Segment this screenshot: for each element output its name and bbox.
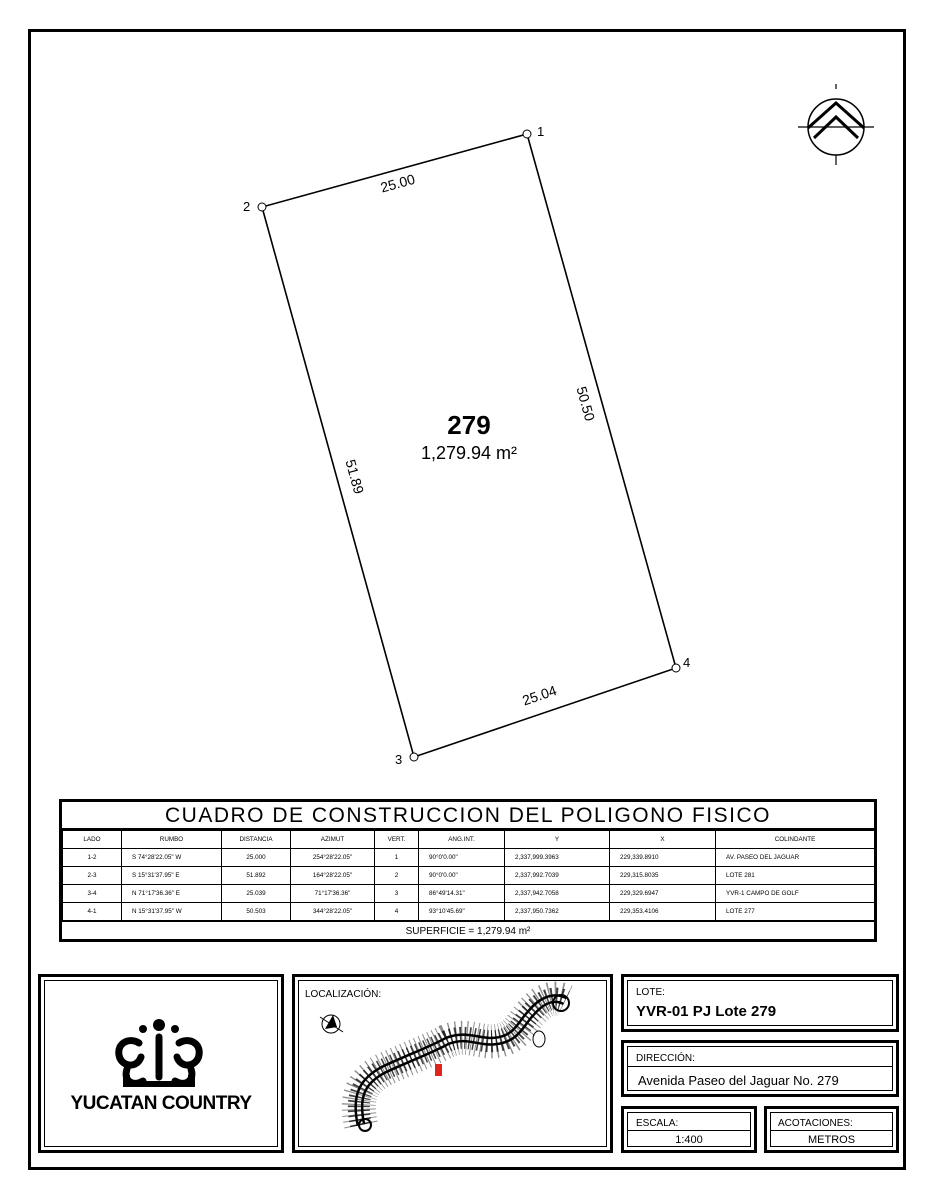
table-cell: 25.000 — [222, 849, 291, 867]
column-header: AZIMUT — [291, 831, 375, 849]
table-cell: 25.039 — [222, 885, 291, 903]
location-box — [292, 974, 613, 1153]
table-cell: 229,353.4106 — [610, 903, 716, 921]
table-cell: S 74°28'22.05" W — [122, 849, 222, 867]
table-cell: AV. PASEO DEL JAGUAR — [716, 849, 875, 867]
column-header: COLINDANTE — [716, 831, 875, 849]
location-label: LOCALIZACIÓN: — [305, 989, 382, 1000]
escala-label: ESCALA: — [636, 1118, 679, 1129]
acotaciones-box — [764, 1106, 899, 1153]
location-map — [295, 977, 610, 1150]
table-cell: 344°28'22.05" — [291, 903, 375, 921]
table-cell: 1 — [375, 849, 419, 867]
table-cell: 3-4 — [63, 885, 122, 903]
table-cell: 51.892 — [222, 867, 291, 885]
column-header: Y — [505, 831, 610, 849]
highlighted-lot-marker — [435, 1064, 442, 1076]
column-header: DISTANCIA — [222, 831, 291, 849]
table-cell: 2,337,942.7058 — [505, 885, 610, 903]
direccion-box — [621, 1040, 899, 1097]
escala-box — [621, 1106, 757, 1153]
table-row — [63, 903, 875, 921]
table-cell: 50.503 — [222, 903, 291, 921]
column-header: RUMBO — [122, 831, 222, 849]
table-row — [63, 885, 875, 903]
direccion-divider — [627, 1066, 893, 1067]
lote-value: YVR-01 PJ Lote 279 — [636, 1003, 777, 1020]
lote-box — [621, 974, 899, 1032]
table-cell: 1-2 — [63, 849, 122, 867]
side-3-4-length: 25.04 — [520, 682, 559, 709]
lote-label: LOTE: — [636, 987, 665, 998]
escala-value: 1:400 — [675, 1134, 703, 1146]
table-cell: N 71°17'36.36" E — [122, 885, 222, 903]
vertex-label-4: 4 — [683, 655, 691, 670]
table-cell: N 15°31'37.95" W — [122, 903, 222, 921]
vertex-label-2: 2 — [243, 199, 251, 214]
acotaciones-value: METROS — [807, 1134, 856, 1146]
table-cell: 86°49'14.31" — [419, 885, 505, 903]
table-cell: 4-1 — [63, 903, 122, 921]
side-4-1-length: 50.50 — [573, 384, 599, 423]
escala-divider — [627, 1130, 751, 1131]
construction-table-title: CUADRO DE CONSTRUCCION DEL POLIGONO FISICO — [62, 802, 874, 830]
table-cell: LOTE 281 — [716, 867, 875, 885]
direccion-value: Avenida Paseo del Jaguar No. 279 — [638, 1073, 839, 1088]
lot-area: 1,279.94 m² — [420, 443, 518, 463]
lot-number: 279 — [447, 410, 491, 440]
table-cell: 164°28'22.05" — [291, 867, 375, 885]
logo-box — [38, 974, 284, 1153]
north-arrow-icon — [798, 84, 874, 165]
construction-table-grid — [62, 830, 875, 921]
yucatan-country-logo-icon — [41, 977, 281, 1150]
table-cell: 229,339.8910 — [610, 849, 716, 867]
table-row — [63, 849, 875, 867]
acotaciones-divider — [770, 1130, 893, 1131]
side-2-3-length: 51.89 — [342, 457, 368, 496]
direccion-label: DIRECCIÓN: — [636, 1053, 695, 1064]
logo-wordmark: YUCATAN COUNTRY — [70, 1093, 252, 1114]
side-1-2-length: 25.00 — [378, 170, 417, 196]
vertex-marker-icon — [523, 130, 531, 138]
vertex-marker-icon — [672, 664, 680, 672]
table-cell: 71°17'36.36" — [291, 885, 375, 903]
table-cell: 229,315.8035 — [610, 867, 716, 885]
vertex-label-1: 1 — [537, 124, 545, 139]
table-cell: 90°0'0.00" — [419, 849, 505, 867]
column-header: ANG.INT. — [419, 831, 505, 849]
construction-table — [59, 799, 877, 942]
table-cell: 254°28'22.05" — [291, 849, 375, 867]
table-cell: 2 — [375, 867, 419, 885]
table-cell: 90°0'0.00" — [419, 867, 505, 885]
column-header: X — [610, 831, 716, 849]
table-cell: 2,337,950.7362 — [505, 903, 610, 921]
table-cell: 3 — [375, 885, 419, 903]
table-cell: LOTE 277 — [716, 903, 875, 921]
table-cell: 229,329.6947 — [610, 885, 716, 903]
table-cell: 2,337,992.7039 — [505, 867, 610, 885]
compass-icon — [320, 1015, 343, 1033]
vertex-marker-icon — [410, 753, 418, 761]
table-cell: S 15°31'37.95" E — [122, 867, 222, 885]
table-row — [63, 867, 875, 885]
table-cell: 93°10'45.69" — [419, 903, 505, 921]
table-header-row — [63, 831, 875, 849]
table-cell: 4 — [375, 903, 419, 921]
vertex-label-3: 3 — [395, 752, 403, 767]
acotaciones-label: ACOTACIONES: — [778, 1118, 853, 1129]
column-header: LADO — [63, 831, 122, 849]
table-cell: YVR-1 CAMPO DE GOLF — [716, 885, 875, 903]
table-cell: 2,337,999.3963 — [505, 849, 610, 867]
column-header: VERT. — [375, 831, 419, 849]
vertex-marker-icon — [258, 203, 266, 211]
table-cell: 2-3 — [63, 867, 122, 885]
surface-total: SUPERFICIE = 1,279.94 m² — [62, 921, 874, 942]
